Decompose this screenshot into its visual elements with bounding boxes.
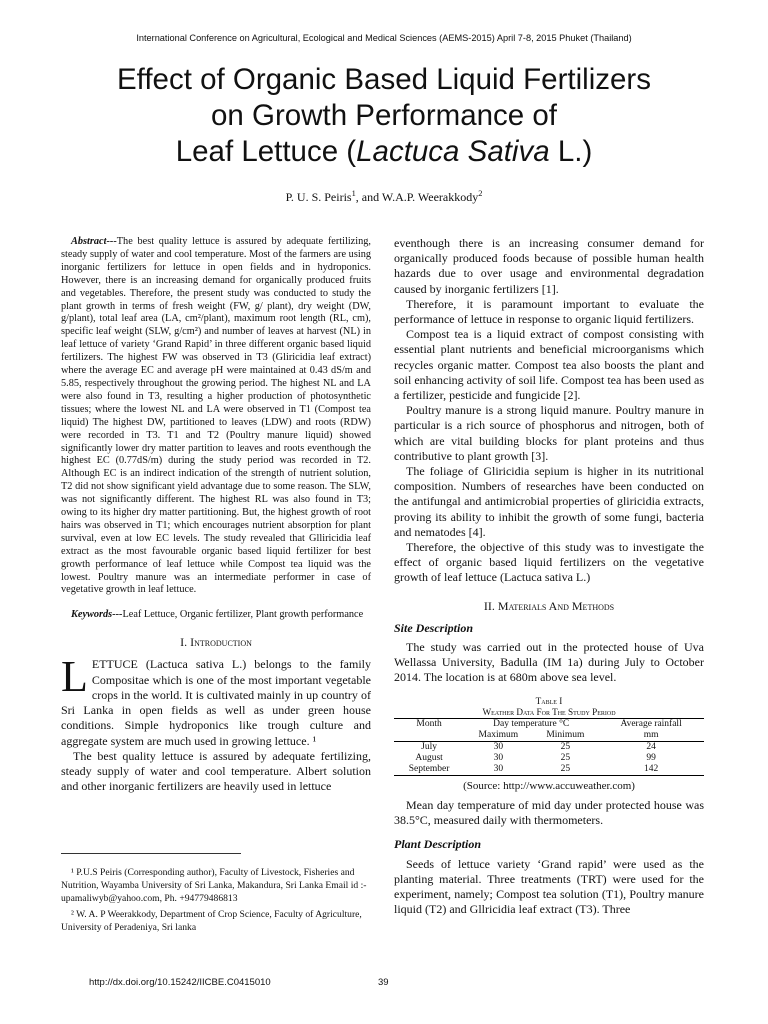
keywords-text: Leaf Lettuce, Organic fertilizer, Plant growth performance [122,609,364,621]
footnote-1: ¹ P.U.S Peiris (Corresponding author), Faculty of Livestock, Fisheries and Nutrition, Wayamba University of Sri Lanka, Makandura, Sri Lanka Email id :- upamaliwyb@yahoo.com, Ph. +94779486813 [61,867,367,904]
title-species: Lactuca Sativa [356,135,550,168]
paper-title [60,62,708,170]
cell-rain: 24 [646,741,656,752]
title-line-2: on Growth Performance of [211,99,557,132]
cell-max: 30 [493,752,504,763]
col-month-header: Month [416,718,442,729]
intro-paragraph-5: Poultry manure is a strong liquid manure. Poultry manure in particular is a rich source of phosphorus and nitrogen, both of which are vital building blocks for plant proteins and thus contributive to plant growth [3]. [394,403,704,463]
cell-min: 25 [560,741,571,752]
keywords [61,609,371,622]
table-label: Table I [535,695,563,706]
intro-paragraph-7: Therefore, the objective of this study was to investigate the effect of organic based liquid fertilizers on the vegetative growth of leaf lettuce (Lactuca sativa L.) [394,540,704,585]
mean-temperature-text: Mean day temperature of mid day under protected house was 38.5°C, measured daily with thermometers. [394,797,704,828]
plant-description-heading: Plant Description [394,837,482,852]
col-temp-header: Day temperature °C [493,718,570,729]
plant-description-text: Seeds of lettuce variety ‘Grand rapid’ were used as the planting material. Three treatments (TRT) were used for the experiment, namely; Compost tea solution (T1), Poultry manure liquid (T2) and Gllricidia leaf extract (T3). Three [394,856,704,917]
footnotes [61,853,371,937]
intro-paragraph-1 [61,652,371,748]
intro-paragraph-1-text: ETTUCE (Lactuca sativa L.) belongs to the family Compositae which is one of the most important vegetable crops in the world. It is cultivated mainly in up country of Sri Lanka in open fields as well as under green house conditions. Simple hydroponics like trough culture and aggregate system are much used in growing lettuce. ¹ [61,657,371,748]
cell-min: 25 [560,752,571,763]
col-mm-header: mm [598,730,704,742]
cell-rain: 99 [646,752,656,763]
author-line [0,190,768,205]
cell-month: July [421,741,437,752]
author-1: P. U. S. Peiris [285,190,352,204]
title-line-3 [60,134,708,170]
intro-paragraph-2-continued: eventhough there is an increasing consumer demand for organically produced foods because of possible human health hazards due to over usage and environmental degradation caused by inorganic fertilizers [1]. [394,236,704,296]
conference-header: International Conference on Agricultural, Ecological and Medical Sciences (AEMS-2015) April 7-8, 2015 Phuket (Thailand) [136,33,632,43]
right-column [394,236,704,917]
title-line-3-prefix: Leaf Lettuce ( [175,135,357,168]
methods-heading [394,599,704,614]
col-min-header: Minimum [533,730,599,742]
table-header-row [394,718,704,730]
intro-heading-num: I. [180,635,188,650]
footnote-rule [61,853,241,854]
table-row [394,764,704,776]
intro-heading-text: Introduction [190,635,252,650]
author-1-sup: 1 [351,189,356,198]
keywords-label: Keywords--- [71,609,123,621]
intro-paragraph-6: The foliage of Gliricidia sepium is higher in its nutritional composition. Numbers of researches have been conducted on the antifungal and antimicrobial properties of gliricidia extracts, proving its ability to inhibit the growth of some fungi, bacteria and nematodes [4]. [394,464,704,539]
cell-min: 25 [533,764,599,776]
intro-paragraph-2: The best quality lettuce is assured by adequate fertilizing, steady supply of water and cool temperature. Albert solution and other inorganic fertilizers are heavily used in lettuce [61,748,371,794]
site-description-heading: Site Description [394,620,474,635]
abstract [61,236,371,597]
table-subheader-row [394,730,704,742]
intro-heading [61,635,371,650]
site-description-text: The study was carried out in the protected house of Uva Wellassa University, Badulla (IM 1a) during July to October 2014. The location is at 680m above sea level. [394,640,704,685]
cell-max: 30 [464,764,532,776]
cell-month: August [415,752,443,763]
left-column [61,236,371,794]
cell-rain: 142 [598,764,704,776]
weather-table [394,718,704,776]
table-caption [394,696,704,718]
methods-heading-text: Materials And Methods [497,598,615,613]
intro-paragraph-4: Compost tea is a liquid extract of compost consisting with essential plant nutrients and beneficial microorganisms which recycles organic matter. Compost tea also boosts the plant and soil enhancing activity of soil life. Compost tea has been used as a fertilizer, pesticide and fungicide [2]. [394,327,704,403]
author-2-sup: 2 [478,189,483,198]
table-row [394,753,704,764]
footer-doi: http://dx.doi.org/10.15242/IICBE.C0415010 [89,977,271,988]
abstract-text: The best quality lettuce is assured by adequate fertilizing, steady supply of water and cool temperature. Most of the farmers are using inorganic fertilizers for lettuce in open fields and in hydroponics. However, there is an increasing demand for organically produced fruits and vegetables. Therefore, the present study was conducted to study the plant growth in terms of fresh weight (FW, g/ plant), dry weight (DW, g/plant), total leaf area (LA, cm²/plant), maximum root length (RL, cm), specific leaf weight (SLW, g/cm²) and number of leaves at harvest (NL) in leaf lettuce of variety ‘Grand Rapid’ in three different organic based liquid fertilizers. The highest FW was observed in T3 (Gliricidia leaf extract) where the average EC and average pH were maintained at 0.43 dS/m and 5.85, respectively throughout the growing period. The highest NL and LA were also found in T3, resulting a higher production of photosynthetic tissues; where the lowest NL and LA were observed in T1 (Compost tea liquid) The highest DW, partitioned to leaves (LDW) and roots (RDW) were recorded in T3. T1 and T2 (Poultry manure liquid) showed significantly lower dry matter partition to leaves and roots eventhough the highest EC (0.77dS/m) during the study period was recorded in T2. Although EC is an indirect indication of the strength of nutrient solution, T2 did not show significant yield advantage due to some reason. The SLW, was not significantly different. The highest RL was also found in T3; owing to its higher dry matter partitioning. But, the highest growth of root hairs was observed in T1; which encourages nutrient absorption for plant survival, even at low EC levels. The study revealed that Glliricidia leaf extract as the most favourable organic based liquid fertilizer for best growth performance of leaf lettuce while Compost tea liquid was the lowest. Poultry manure was an intermediate performer in case of vegetative growth in leaf lettuce. [61,236,371,596]
author-connector: , and W.A.P. Weerakkody [355,190,479,204]
methods-heading-num: II. [483,598,495,613]
footnote-2: ² W. A. P Weerakkody, Department of Crop Science, Faculty of Agriculture, University of Peradeniya, Sri lanka [61,909,362,933]
page-number: 39 [378,977,389,988]
table-row [394,741,704,753]
abstract-label: Abstract--- [71,236,117,247]
empty-header-cell [394,730,464,742]
intro-paragraph-3: Therefore, it is paramount important to evaluate the performance of lettuce in response to organic liquid fertilizers. [394,296,704,327]
cell-month: September [394,764,464,776]
col-max-header: Maximum [464,730,532,742]
table-source: (Source: http://www.accuweather.com) [463,779,635,792]
title-line-1: Effect of Organic Based Liquid Fertilizers [117,63,651,96]
col-rain-header: Average rainfall [620,718,682,729]
cell-max: 30 [493,741,504,752]
drop-cap: L [61,652,88,702]
table-title: Weather Data For The Study Period [482,706,616,717]
title-line-3-suffix: L.) [549,135,593,168]
